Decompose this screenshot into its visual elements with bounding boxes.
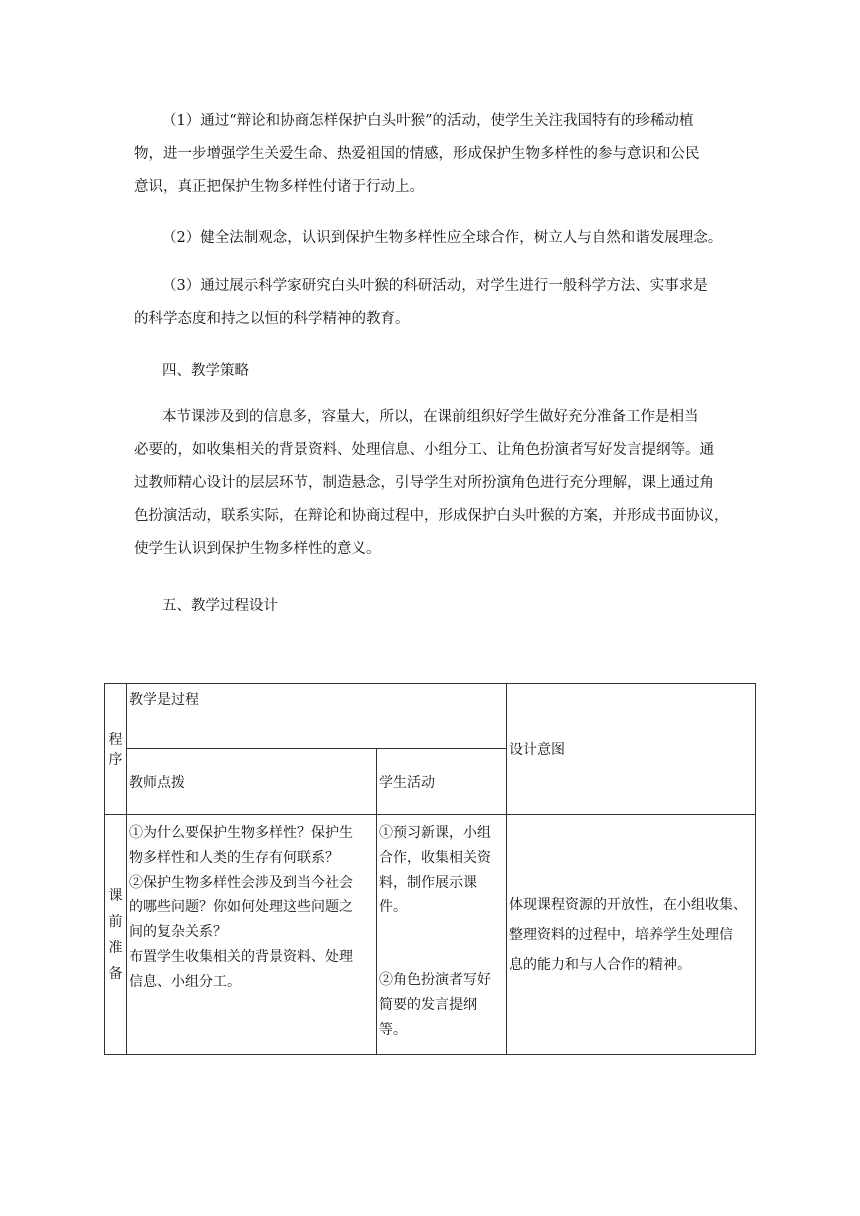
text-line: 体现课程资源的开放性，在小组收集、 <box>509 896 747 913</box>
stage-cell <box>105 815 127 1055</box>
text-line: 必要的，如收集相关的背景资料、处理信息、小组分工、让角色扮演者写好发言提纲等。通 <box>134 442 714 458</box>
objective-paragraph-1 <box>134 105 734 204</box>
design-intent-cell <box>507 815 756 1055</box>
text-line: 本节课涉及到的信息多，容量大，所以，在课前组织好学生做好充分准备工作是相当 <box>162 409 699 425</box>
section-heading-strategy: 四、教学策略 <box>162 363 249 379</box>
text-line: 过教师精心设计的层层环节，制造悬念，引导学生对所扮演角色进行充分理解，课上通过角 <box>134 475 714 491</box>
text-line: 简要的发言提纲 <box>379 996 477 1013</box>
text-line: 间的复杂关系？ <box>129 924 227 941</box>
text-line: （3）通过展示科学家研究白头叶猴的科研活动，对学生进行一般科学方法、实事求是 <box>162 278 708 294</box>
text-line: 布置学生收集相关的背景资料、处理 <box>129 948 353 965</box>
text-line: 物多样性和人类的生存有何联系？ <box>129 849 339 866</box>
stage-char: 前 <box>108 913 123 930</box>
stage-char: 备 <box>108 965 123 982</box>
teaching-process-table <box>104 683 756 1055</box>
text-line: ②角色扮演者写好 <box>379 972 491 989</box>
program-header <box>105 684 127 815</box>
objective-paragraph-3 <box>134 270 734 336</box>
design-intent-header: 设计意图 <box>507 684 756 815</box>
strategy-paragraph <box>134 401 734 566</box>
stage-char: 准 <box>108 939 123 956</box>
process-header: 教学是过程 <box>127 684 507 749</box>
objective-paragraph-2 <box>134 222 734 255</box>
text-line: 信息、小组分工。 <box>129 973 241 990</box>
text-line: ①为什么要保护生物多样性？保护生 <box>129 825 353 841</box>
text-line: ②保护生物多样性会涉及到当今社会 <box>129 874 353 891</box>
text-line: 使学生认识到保护生物多样性的意义。 <box>134 541 381 557</box>
text-line <box>379 920 504 968</box>
text-line: 等。 <box>379 1021 407 1038</box>
text-line: ①预习新课，小组 <box>379 825 491 841</box>
text-line: 的哪些问题？你如何处理这些问题之 <box>129 899 353 916</box>
program-header-char: 程 <box>108 732 123 748</box>
text-line: 的科学态度和持之以恒的科学精神的教育。 <box>134 311 410 327</box>
text-line: 意识，真正把保护生物多样性付诸于行动上。 <box>134 179 424 195</box>
program-header-char: 序 <box>108 752 123 768</box>
section-heading-process-design: 五、教学过程设计 <box>162 598 278 614</box>
student-activity-cell <box>377 815 507 1055</box>
text-line: （2）健全法制观念，认识到保护生物多样性应全球合作，树立人与自然和谐发展理念。 <box>162 230 723 246</box>
text-line: 合作，收集相关资 <box>379 849 491 866</box>
text-line: 息的能力和与人合作的精神。 <box>509 956 691 973</box>
student-activity-header: 学生活动 <box>377 749 507 815</box>
text-line: 整理资料的过程中，培养学生处理信 <box>509 926 733 943</box>
text-line: 色扮演活动，联系实际，在辩论和协商过程中，形成保护白头叶猴的方案，并形成书面协议， <box>134 508 729 524</box>
teacher-guidance-header: 教师点拨 <box>127 749 377 815</box>
text-line: 料，制作展示课件。 <box>379 874 477 916</box>
stage-char: 课 <box>108 887 123 904</box>
text-line: （1）通过“辩论和协商怎样保护白头叶猴”的活动，使学生关注我国特有的珍稀动植 <box>162 113 694 129</box>
teacher-guidance-cell <box>127 815 377 1055</box>
text-line: 物，进一步增强学生关爱生命、热爱祖国的情感，形成保护生物多样性的参与意识和公民 <box>134 146 700 162</box>
